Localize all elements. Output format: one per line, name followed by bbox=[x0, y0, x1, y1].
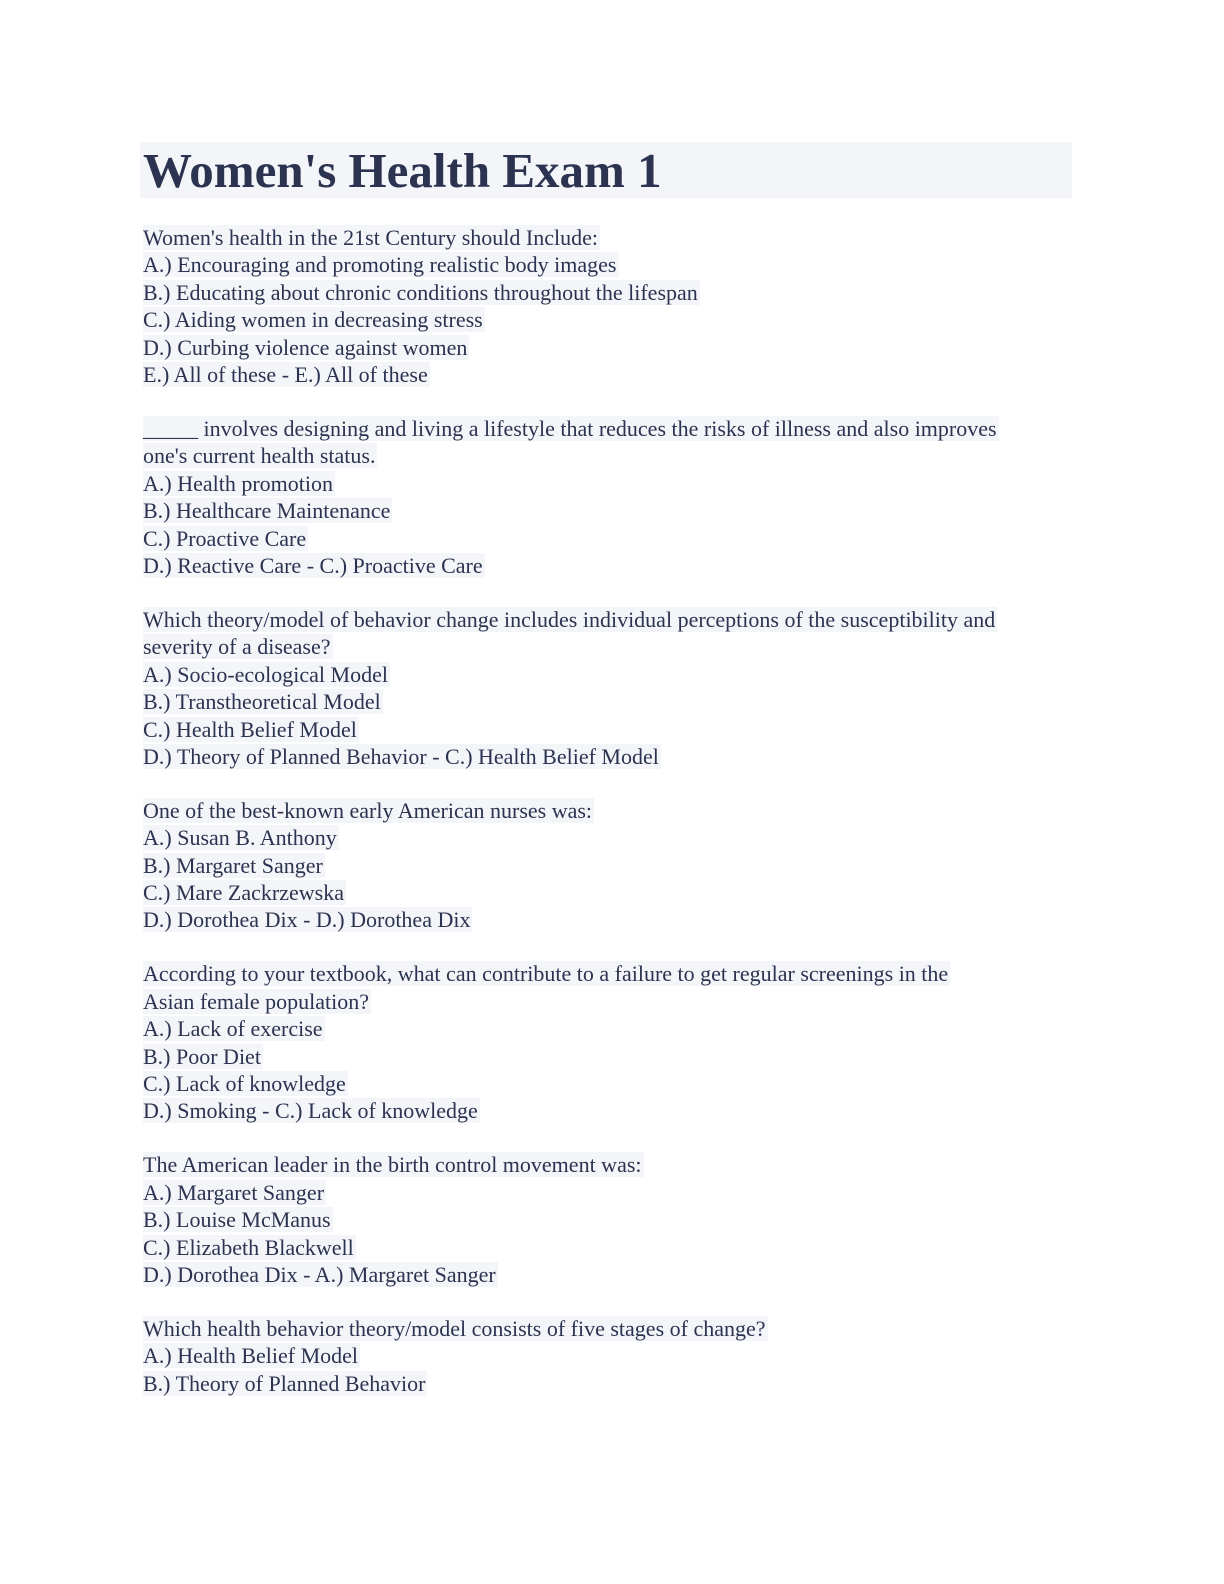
question-line bbox=[143, 852, 1083, 879]
line-text: D.) Reactive Care - C.) Proactive Care bbox=[143, 552, 483, 578]
question-line bbox=[143, 334, 1083, 361]
line-text: B.) Louise McManus bbox=[143, 1207, 331, 1233]
line-text: E.) All of these - E.) All of these bbox=[143, 362, 428, 388]
question-line bbox=[143, 906, 1083, 933]
question-line bbox=[143, 1342, 1083, 1369]
question-text bbox=[143, 960, 1083, 987]
question-block bbox=[143, 606, 1083, 770]
line-text: A.) Lack of exercise bbox=[143, 1016, 323, 1042]
line-text: D.) Smoking - C.) Lack of knowledge bbox=[143, 1098, 478, 1124]
line-text: D.) Dorothea Dix - A.) Margaret Sanger bbox=[143, 1261, 496, 1287]
question-block bbox=[143, 224, 1083, 388]
question-line bbox=[143, 1234, 1083, 1261]
question-line bbox=[143, 470, 1083, 497]
question-line bbox=[143, 1097, 1083, 1124]
line-text: B.) Transtheoretical Model bbox=[143, 689, 381, 715]
question-line bbox=[143, 279, 1083, 306]
line-text: One of the best-known early American nurses was: bbox=[143, 797, 593, 823]
question-line bbox=[143, 442, 1083, 469]
line-text: B.) Healthcare Maintenance bbox=[143, 498, 391, 524]
question-line bbox=[143, 633, 1083, 660]
line-text: C.) Aiding women in decreasing stress bbox=[143, 307, 483, 333]
line-text: one's current health status. bbox=[143, 443, 376, 469]
question-text bbox=[143, 1151, 1083, 1178]
line-text: D.) Theory of Planned Behavior - C.) Health Belief Model bbox=[143, 743, 659, 769]
line-text: Asian female population? bbox=[143, 988, 370, 1014]
line-text: A.) Margaret Sanger bbox=[143, 1179, 325, 1205]
line-text: severity of a disease? bbox=[143, 634, 331, 660]
line-text: C.) Mare Zackrzewska bbox=[143, 880, 344, 906]
question-line bbox=[143, 1179, 1083, 1206]
question-line bbox=[143, 251, 1083, 278]
line-text: C.) Health Belief Model bbox=[143, 716, 357, 742]
line-text: The American leader in the birth control movement was: bbox=[143, 1152, 642, 1178]
line-text: C.) Proactive Care bbox=[143, 525, 307, 551]
question-line bbox=[143, 688, 1083, 715]
question-line bbox=[143, 361, 1083, 388]
question-block bbox=[143, 960, 1083, 1124]
question-line bbox=[143, 824, 1083, 851]
line-text: B.) Theory of Planned Behavior bbox=[143, 1370, 426, 1396]
question-line bbox=[143, 716, 1083, 743]
question-line bbox=[143, 1015, 1083, 1042]
question-line bbox=[143, 1206, 1083, 1233]
question-text bbox=[143, 1315, 1083, 1342]
question-block bbox=[143, 797, 1083, 934]
page-title: Women's Health Exam 1 bbox=[143, 143, 662, 198]
line-text: _____ involves designing and living a lifestyle that reduces the risks of illness and also improves bbox=[143, 415, 997, 441]
question-line bbox=[143, 525, 1083, 552]
question-block bbox=[143, 1315, 1083, 1397]
line-text: A.) Socio-ecological Model bbox=[143, 661, 388, 687]
line-text: D.) Dorothea Dix - D.) Dorothea Dix bbox=[143, 907, 471, 933]
question-line bbox=[143, 1370, 1083, 1397]
line-text: A.) Encouraging and promoting realistic body images bbox=[143, 252, 617, 278]
line-text: B.) Poor Diet bbox=[143, 1043, 261, 1069]
line-text: A.) Health promotion bbox=[143, 470, 334, 496]
question-list bbox=[143, 224, 1083, 1424]
line-text: A.) Susan B. Anthony bbox=[143, 825, 337, 851]
question-line bbox=[143, 743, 1083, 770]
line-text: Which theory/model of behavior change includes individual perceptions of the susceptibility and bbox=[143, 606, 996, 632]
question-block bbox=[143, 415, 1083, 579]
question-line bbox=[143, 1043, 1083, 1070]
question-text bbox=[143, 415, 1083, 442]
question-line bbox=[143, 497, 1083, 524]
line-text: C.) Lack of knowledge bbox=[143, 1070, 346, 1096]
question-block bbox=[143, 1151, 1083, 1288]
question-line bbox=[143, 552, 1083, 579]
question-text bbox=[143, 224, 1083, 251]
question-line bbox=[143, 1261, 1083, 1288]
question-line bbox=[143, 1070, 1083, 1097]
question-line bbox=[143, 661, 1083, 688]
question-text bbox=[143, 606, 1083, 633]
question-line bbox=[143, 988, 1083, 1015]
question-line bbox=[143, 306, 1083, 333]
line-text: Which health behavior theory/model consists of five stages of change? bbox=[143, 1315, 766, 1341]
line-text: A.) Health Belief Model bbox=[143, 1343, 359, 1369]
line-text: B.) Educating about chronic conditions throughout the lifespan bbox=[143, 279, 698, 305]
line-text: According to your textbook, what can contribute to a failure to get regular screenings in the bbox=[143, 961, 949, 987]
question-text bbox=[143, 797, 1083, 824]
line-text: C.) Elizabeth Blackwell bbox=[143, 1234, 354, 1260]
line-text: B.) Margaret Sanger bbox=[143, 852, 323, 878]
line-text: Women's health in the 21st Century should Include: bbox=[143, 225, 598, 250]
line-text: D.) Curbing violence against women bbox=[143, 334, 468, 360]
question-line bbox=[143, 879, 1083, 906]
